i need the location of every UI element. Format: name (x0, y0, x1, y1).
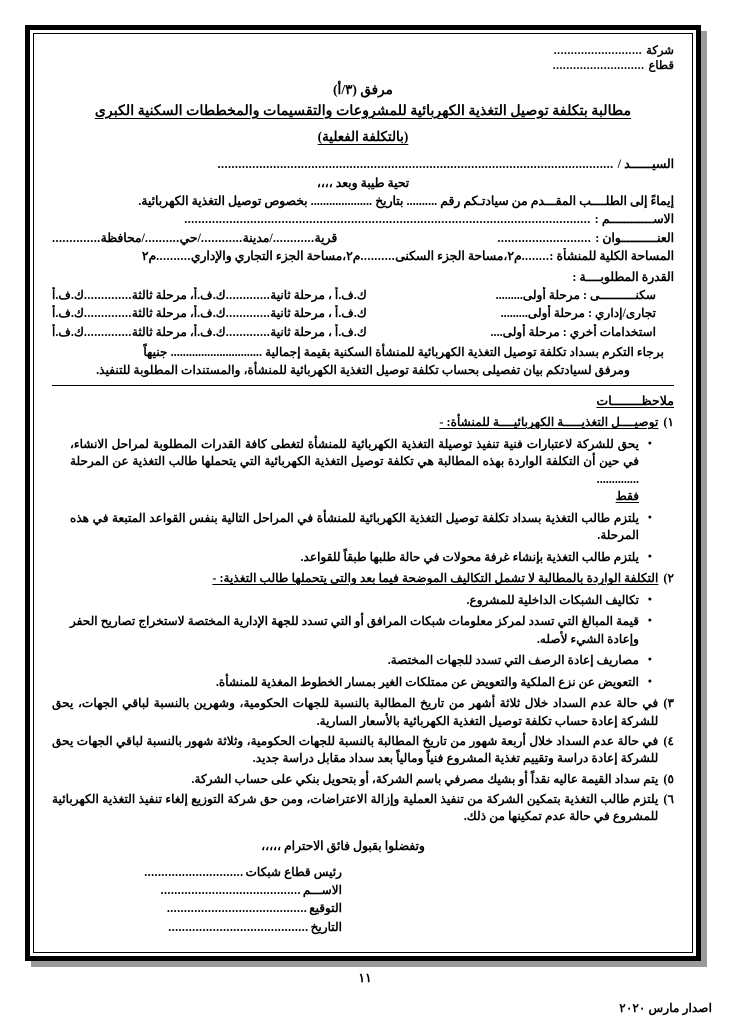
power-residential-label: سكنــــــــــى : مرحلة أولى (522, 288, 656, 303)
signature-row-signature (82, 899, 342, 917)
notes-heading: ملاحظــــــــات (596, 394, 674, 409)
note-2-bullet-4-text: التعويض عن نزع الملكية والتعويض عن ممتلكات الغير بمسار الخطوط المغذية للمنشأة. (215, 674, 639, 689)
power-other-fill-1: .... (490, 324, 503, 339)
note-item-4 (52, 733, 674, 768)
section-separator (52, 385, 674, 386)
company-sector-header (52, 43, 674, 74)
applicant-name-label: الاســــــــــــم : (594, 212, 674, 227)
signature-label: التوقيع (309, 901, 342, 916)
power-other-unit-1: ك.ف.أ ، مرحلة ثانية (270, 324, 367, 339)
document-content (38, 37, 688, 949)
residential-area-label: مساحة الجزء السكنى (395, 249, 504, 264)
note-2-bullet-3 (70, 652, 652, 670)
total-area-fill: ........ (521, 249, 550, 264)
note-2-bullet-2-text: قيمة المبالغ التي تسدد لمركز معلومات شبكات المرافق أو التي تسدد للجهة الإدارية المختصة لاستخراج تصاريح الحفر وإعادة الشيء لأصله. (70, 614, 639, 646)
facility-area-row (52, 248, 674, 265)
power-residential-fill-1: ......... (495, 288, 523, 303)
residential-area-fill: .......... (360, 249, 396, 264)
note-1-number: ١) (663, 415, 674, 430)
total-area-unit: م٢، (503, 249, 522, 264)
commercial-area-unit: م٢ (141, 249, 157, 264)
address-fill-line-1: ........................... (497, 230, 592, 245)
note-4-number: ٤) (663, 733, 674, 748)
note-1-bullet-1-text: يحق للشركة لاعتبارات فنية تنفيذ توصيلة التغذية الكهربائية للمنشأة لتغطى كافة القدرات المطلوبة لمراحل الانشاء، في حين أن التكلفة الواردة بهذه المطالبة هي تكلفة توصيل التغذية الكهربائية التي يتحملها طالب التغذية عن المرحلة .............. (70, 436, 639, 486)
address-district-label: /حي (179, 230, 201, 245)
note-item-1 (52, 414, 674, 431)
note-1-bullet-3-text: يلتزم طالب التغذية بإنشاء غرفة محولات في حالة طلبها طبقاً للقواعد. (300, 549, 639, 564)
address-governorate-label: /محافظة (100, 230, 145, 245)
reference-line (52, 193, 674, 210)
power-commercial-label: تجارى/إداري : مرحلة أولى (527, 306, 656, 321)
signatory-name-fill: ......................................... (160, 883, 301, 898)
total-area-label: المساحة الكلية للمنشأة : (549, 249, 674, 264)
address-label: العنــــــــــوان : (595, 230, 674, 245)
power-commercial-unit-1: ك.ف.أ ، مرحلة ثانية (270, 306, 367, 321)
note-1-bullet-3 (70, 549, 652, 567)
greeting-line: تحية طيبة وبعد ،،،، (316, 175, 410, 190)
power-residential-fill-2: ............. (225, 288, 271, 303)
signatory-name-label: الاســـم (302, 883, 342, 898)
address-city-fill: ............ (200, 230, 243, 245)
note-5-number: ٥) (663, 771, 674, 786)
note-6-number: ٦) (663, 791, 674, 806)
note-2-bullet-3-text: مصاريف إعادة الرصف التي تسدد للجهات المختصة. (387, 653, 639, 668)
power-other-fill-2: ............. (225, 324, 271, 339)
company-row (52, 43, 674, 58)
signature-block (82, 863, 342, 936)
note-5-text: يتم سداد القيمة عاليه نقداً أو بشيك مصرفي باسم الشركة، أو بتحويل بنكي على حساب الشركة. (191, 771, 659, 786)
note-1-heading: توصيــــل التغذيـــــة الكهربائيــــة للمنشأة: - (439, 415, 659, 430)
power-commercial-fill-1: ......... (500, 306, 528, 321)
power-commercial-unit-3: ك.ف.أ (52, 306, 84, 321)
closing-salutation: وتفضلوا بقبول فائق الاحترام ،،،،، (261, 838, 425, 853)
sector-fill-line: ........................... (552, 59, 645, 73)
page-number: ١١ (358, 971, 372, 985)
signature-row-date (82, 918, 342, 936)
note-item-3 (52, 695, 674, 730)
attachment-statement-line: ومرفق لسيادتكم بيان تفصيلى بحساب تكلفة توصيل التغذية الكهربائية للمنشأة، والمستندات المطلوبة للتنفيذ. (96, 363, 630, 378)
power-commercial-fill-3: .............. (83, 306, 132, 321)
note-4-text: في حالة عدم السداد خلال أربعة شهور من تاريخ المطالبة بالنسبة للجهات الحكومية، وثلاثة شهور بالنسبة لباقي الجهات يحق للشركة إعادة دراسة وتقييم تغذية المشروع فنياً ومالياً بعد سداد مقابل دراسة جديد. (52, 733, 659, 766)
signature-fill: ......................................... (166, 901, 308, 916)
address-city-label: /مدينة (242, 230, 273, 245)
note-2-number: ٢) (663, 571, 674, 586)
issue-date: اصدار مارس ٢٠٢٠ (619, 1001, 712, 1015)
company-fill-line: .......................... (553, 44, 643, 57)
power-other-unit-2: ك.ف.أ، مرحلة ثالثة (131, 324, 226, 339)
power-row-residential (52, 287, 674, 304)
power-residential-unit-3: ك.ف.أ (52, 288, 84, 303)
power-commercial-unit-2: ك.ف.أ، مرحلة ثالثة (131, 306, 226, 321)
address-village-label: قرية (314, 230, 338, 245)
document-main-title: مطالبة بتكلفة توصيل التغذية الكهربائية للمشروعات والتقسيمات والمخططات السكنية الكبرى (94, 102, 632, 119)
reference-date-fill: .................... (310, 193, 373, 208)
note-1-bullet-1 (70, 436, 652, 506)
note-1-bullet-1-suffix: فقط (615, 489, 639, 504)
signatory-title-label: رئيس قطاع شبكات (245, 865, 342, 880)
addressee-label: السيــــــد / (617, 157, 674, 172)
reference-part-1: إيماءً إلى الطلــــب المقـــدم من سيادتـكم رقم (440, 193, 674, 208)
note-2-bullet-1-text: تكاليف الشبكات الداخلية للمشروع. (466, 592, 639, 607)
note-1-bullet-2-text: يلتزم طالب التغذية بسداد تكلفة توصيل التغذية الكهربائية للمنشأة في المراحل التالية بنفس القواعد المتبعة في هذه المرحلة. (70, 510, 639, 543)
applicant-name-fill-line: ..................................................................................................................... (184, 212, 591, 227)
note-6-text: يلتزم طالب التغذية بتمكين الشركة من تنفيذ العملية وإزالة الاعتراضات، ومن حق شركة التوزيع إلغاء تنفيذ التغذية الكهربائية للمشروع في حالة عدم تمكينها من ذلك. (52, 791, 659, 824)
power-row-other (52, 324, 674, 341)
note-1-bullet-2 (70, 510, 652, 545)
addressee-fill-line: .................................................................................................................. (217, 157, 614, 172)
addressee-row (52, 156, 674, 173)
power-residential-unit-1: ك.ف.أ ، مرحلة ثانية (270, 288, 367, 303)
required-power-heading: القدرة المطلوبــــة : (572, 269, 674, 284)
power-other-unit-3: ك.ف.أ (52, 324, 84, 339)
residential-area-unit: م٢، (342, 249, 361, 264)
note-item-5 (52, 771, 674, 788)
commercial-area-fill: .......... (156, 249, 191, 264)
payment-request-line (52, 344, 674, 361)
power-residential-unit-2: ك.ف.أ، مرحلة ثالثة (131, 288, 226, 303)
signature-row-name (82, 881, 342, 899)
power-other-label: استخدامات أخري : مرحلة أولى (502, 324, 656, 339)
company-label: شركة (646, 44, 674, 57)
address-governorate-fill: .............. (52, 230, 101, 245)
note-2-heading: التكلفة الواردة بالمطالبة لا تشمل التكاليف الموضحة فيما بعد والتى يتحملها طالب التغذية: - (212, 571, 659, 586)
note-1-bullets (52, 436, 674, 567)
signature-date-fill: ......................................... (168, 919, 309, 934)
payment-request-text: برجاء التكرم بسداد تكلفة توصيل التغذية الكهربائية للمنشأة السكنية بقيمة إجمالية (265, 344, 664, 359)
signature-row-title (82, 863, 342, 881)
note-2-bullet-2 (70, 613, 652, 648)
note-3-number: ٣) (663, 696, 674, 711)
sector-label: قطاع (648, 59, 674, 73)
note-item-6 (52, 791, 674, 826)
signatory-title-fill: ............................. (144, 865, 244, 880)
note-2-bullet-4 (70, 674, 652, 692)
reference-request-number-fill: .......... (406, 193, 438, 208)
address-district-fill: .......... (144, 230, 180, 245)
power-residential-fill-3: .............. (83, 288, 132, 303)
note-item-2 (52, 570, 674, 587)
payment-amount-fill: .............................. (170, 344, 263, 359)
reference-part-2: بتاريخ (375, 193, 404, 208)
power-commercial-fill-2: ............. (225, 306, 271, 321)
reference-part-3: بخصوص توصيل التغذية الكهربائية. (138, 193, 308, 208)
note-3-text: في حالة عدم السداد خلال ثلاثة أشهر من تاريخ المطالبة بالنسبة للجهات الحكومية، وشهرين بالنسبة لباقي الجهات، يحق للشركة إعادة حساب تكلفة توصيل التغذية الكهربائية بالأسعار السارية. (52, 696, 659, 728)
commercial-area-label: مساحة الجزء التجاري والإداري (190, 249, 343, 264)
address-village-fill: ............ (272, 230, 315, 245)
note-2-bullet-1 (70, 592, 652, 610)
note-2-bullets (52, 592, 674, 692)
attachment-number: مرفق (٣/أ) (333, 81, 393, 97)
power-row-commercial (52, 305, 674, 322)
address-row (52, 230, 674, 247)
signature-date-label: التاريخ (310, 919, 342, 934)
document-subtitle: (بالتكلفة الفعلية) (317, 129, 409, 145)
payment-currency-label: جنيهاً (143, 344, 168, 359)
applicant-name-row (52, 211, 674, 228)
sector-row (52, 58, 674, 73)
power-other-fill-3: .............. (83, 324, 132, 339)
